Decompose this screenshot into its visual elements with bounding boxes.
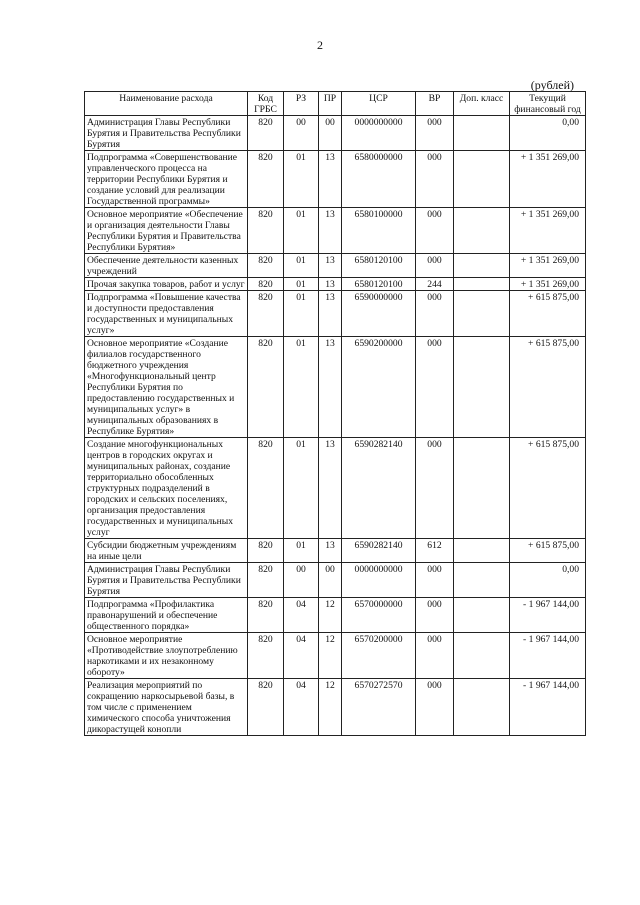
dop-class-cell	[454, 598, 510, 633]
units-label: (рублей)	[530, 78, 574, 92]
grbs-cell: 820	[248, 563, 284, 598]
csr-cell: 6570200000	[342, 633, 416, 679]
name-cell: Подпрограмма «Совершенствование управленческого процесса на территории Республики Бурятия и создание условий для реализации Государственной программы»	[85, 151, 248, 208]
pr-cell: 13	[319, 337, 342, 438]
amount-cell: - 1 967 144,00	[510, 598, 586, 633]
header-dop-class: Доп. класс	[454, 92, 510, 116]
header-current-year: Текущий финансовый год	[510, 92, 586, 116]
amount-cell: - 1 967 144,00	[510, 633, 586, 679]
dop-class-cell	[454, 438, 510, 539]
name-cell: Создание многофункциональных центров в городских округах и муниципальных районах, создание территориально обособленных структурных подразделений в городских и сельских поселениях, организация предоставления государственных и муниципальных услуг	[85, 438, 248, 539]
table-row	[85, 116, 586, 151]
table-row	[85, 291, 586, 337]
rz-cell: 01	[284, 337, 319, 438]
header-vr: ВР	[416, 92, 454, 116]
grbs-cell: 820	[248, 116, 284, 151]
vr-cell: 000	[416, 337, 454, 438]
grbs-cell: 820	[248, 598, 284, 633]
vr-cell: 000	[416, 208, 454, 254]
page-number: 2	[317, 38, 323, 52]
name-cell: Администрация Главы Республики Бурятия и Правительства Республики Бурятия	[85, 563, 248, 598]
pr-cell: 12	[319, 633, 342, 679]
name-cell: Основное мероприятие «Создание филиалов государственного бюджетного учреждения «Многофункциональный центр Республики Бурятия по предоставлению государственных и муниципальных услуг» в муниципальных образованиях в Республике Бурятия»	[85, 337, 248, 438]
dop-class-cell	[454, 116, 510, 151]
amount-cell: 0,00	[510, 116, 586, 151]
dop-class-cell	[454, 563, 510, 598]
dop-class-cell	[454, 278, 510, 291]
pr-cell: 00	[319, 563, 342, 598]
rz-cell: 01	[284, 278, 319, 291]
table-row	[85, 208, 586, 254]
rz-cell: 01	[284, 208, 319, 254]
pr-cell: 12	[319, 679, 342, 736]
csr-cell: 6580120100	[342, 278, 416, 291]
pr-cell: 13	[319, 278, 342, 291]
rz-cell: 04	[284, 598, 319, 633]
name-cell: Администрация Главы Республики Бурятия и Правительства Республики Бурятия	[85, 116, 248, 151]
vr-cell: 000	[416, 563, 454, 598]
rz-cell: 01	[284, 539, 319, 563]
table-row	[85, 337, 586, 438]
vr-cell: 000	[416, 291, 454, 337]
table-row	[85, 679, 586, 736]
pr-cell: 13	[319, 151, 342, 208]
amount-cell: 0,00	[510, 563, 586, 598]
name-cell: Субсидии бюджетным учреждениям на иные цели	[85, 539, 248, 563]
grbs-cell: 820	[248, 291, 284, 337]
pr-cell: 13	[319, 208, 342, 254]
pr-cell: 13	[319, 438, 342, 539]
dop-class-cell	[454, 208, 510, 254]
csr-cell: 6580100000	[342, 208, 416, 254]
name-cell: Основное мероприятие «Обеспечение и организация деятельности Главы Республики Бурятия и Правительства Республики Бурятия»	[85, 208, 248, 254]
header-csr: ЦСР	[342, 92, 416, 116]
dop-class-cell	[454, 254, 510, 278]
rz-cell: 00	[284, 116, 319, 151]
pr-cell: 13	[319, 539, 342, 563]
vr-cell: 000	[416, 438, 454, 539]
grbs-cell: 820	[248, 254, 284, 278]
pr-cell: 12	[319, 598, 342, 633]
dop-class-cell	[454, 337, 510, 438]
vr-cell: 612	[416, 539, 454, 563]
pr-cell: 00	[319, 116, 342, 151]
amount-cell: + 615 875,00	[510, 539, 586, 563]
amount-cell: + 1 351 269,00	[510, 278, 586, 291]
header-pr: ПР	[319, 92, 342, 116]
rz-cell: 01	[284, 151, 319, 208]
table-row	[85, 151, 586, 208]
table-row	[85, 438, 586, 539]
rz-cell: 04	[284, 679, 319, 736]
name-cell: Обеспечение деятельности казенных учреждений	[85, 254, 248, 278]
pr-cell: 13	[319, 254, 342, 278]
vr-cell: 000	[416, 254, 454, 278]
rz-cell: 01	[284, 438, 319, 539]
amount-cell: + 1 351 269,00	[510, 208, 586, 254]
table-row	[85, 278, 586, 291]
table-row	[85, 563, 586, 598]
grbs-cell: 820	[248, 633, 284, 679]
grbs-cell: 820	[248, 679, 284, 736]
csr-cell: 0000000000	[342, 563, 416, 598]
budget-table	[84, 91, 586, 736]
amount-cell: + 615 875,00	[510, 438, 586, 539]
csr-cell: 6570000000	[342, 598, 416, 633]
csr-cell: 6590000000	[342, 291, 416, 337]
vr-cell: 000	[416, 598, 454, 633]
vr-cell: 244	[416, 278, 454, 291]
amount-cell: + 615 875,00	[510, 291, 586, 337]
csr-cell: 6590282140	[342, 539, 416, 563]
rz-cell: 04	[284, 633, 319, 679]
grbs-cell: 820	[248, 438, 284, 539]
csr-cell: 0000000000	[342, 116, 416, 151]
csr-cell: 6590200000	[342, 337, 416, 438]
pr-cell: 13	[319, 291, 342, 337]
table-row	[85, 539, 586, 563]
name-cell: Прочая закупка товаров, работ и услуг	[85, 278, 248, 291]
table-row	[85, 598, 586, 633]
vr-cell: 000	[416, 116, 454, 151]
table-header-row	[85, 92, 586, 116]
header-rz: РЗ	[284, 92, 319, 116]
vr-cell: 000	[416, 151, 454, 208]
dop-class-cell	[454, 151, 510, 208]
amount-cell: + 615 875,00	[510, 337, 586, 438]
grbs-cell: 820	[248, 208, 284, 254]
csr-cell: 6590282140	[342, 438, 416, 539]
amount-cell: - 1 967 144,00	[510, 679, 586, 736]
csr-cell: 6570272570	[342, 679, 416, 736]
name-cell: Подпрограмма «Профилактика правонарушений и обеспечение общественного порядка»	[85, 598, 248, 633]
dop-class-cell	[454, 539, 510, 563]
name-cell: Подпрограмма «Повышение качества и доступности предоставления государственных и муниципальных услуг»	[85, 291, 248, 337]
header-grbs: Код ГРБС	[248, 92, 284, 116]
amount-cell: + 1 351 269,00	[510, 254, 586, 278]
dop-class-cell	[454, 633, 510, 679]
grbs-cell: 820	[248, 278, 284, 291]
name-cell: Основное мероприятие «Противодействие злоупотреблению наркотиками и их незаконному обороту»	[85, 633, 248, 679]
vr-cell: 000	[416, 679, 454, 736]
table-row	[85, 633, 586, 679]
name-cell: Реализация мероприятий по сокращению наркосырьевой базы, в том числе с применением химического способа уничтожения дикорастущей конопли	[85, 679, 248, 736]
vr-cell: 000	[416, 633, 454, 679]
amount-cell: + 1 351 269,00	[510, 151, 586, 208]
table-body	[85, 116, 586, 736]
header-name: Наименование расхода	[85, 92, 248, 116]
dop-class-cell	[454, 291, 510, 337]
rz-cell: 01	[284, 291, 319, 337]
csr-cell: 6580120100	[342, 254, 416, 278]
grbs-cell: 820	[248, 337, 284, 438]
rz-cell: 00	[284, 563, 319, 598]
grbs-cell: 820	[248, 539, 284, 563]
table-row	[85, 254, 586, 278]
csr-cell: 6580000000	[342, 151, 416, 208]
grbs-cell: 820	[248, 151, 284, 208]
dop-class-cell	[454, 679, 510, 736]
rz-cell: 01	[284, 254, 319, 278]
